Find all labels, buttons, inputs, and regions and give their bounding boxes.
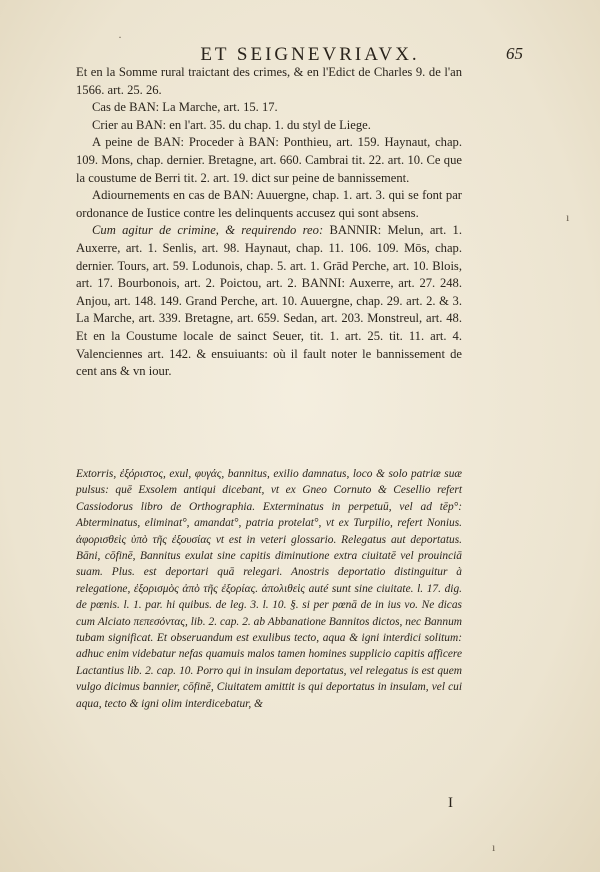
paragraph-5: Adiournements en cas de BAN: Auuergne, chap. 1. art. 3. qui se font par ordonance de Iustice contre les delinquents accusez qui sont absens. xyxy=(76,188,462,220)
latin-notes: Extorris, ἐξόριστος, exul, φυγάς, bannitus, exilio damnatus, loco & solo patriæ suæ pulsus: quē Exsolem antiqui dicebant, vt ex Gneo Cornuto & Cesellio refert Cassiodorus libro de Orthographia. Exterminatus in perpetuū, vel ad tēp°: Abterminatus, eliminat°, amandat°, patria protelat°, vt ex Turpilio, refert Nonius. ἀφορισθεὶς ὑπὸ τῆς ἐξουσίας vt est in veteri glossario. Relegatus aut deportatus. Bāni, cōfinē, Bannitus exulat sine capitis diminutione extra ciuitatē vel prouinciā suam. Plus. est deportari quā relegari. Anostris deportatio distinguitur à relegatione, ἐξορισμὸς ἀπὸ τῆς ἐξορίας. ἀπολιθεὶς auté sunt sine ciuitate. l. 17. dig. de pœnis. l. 1. par. hi quibus. de leg. 3. l. 10. §. si per pœnā de in ius vo. Ne dicas cum Alciato πεπεσόντας, lib. 2. cap. 2. ab Abbanatione Bannitos dictos, nec Bannum tubam significat. Et obseruandum est exulibus tecto, aqua & igni interdici solitum: adhuc enim videbatur nefas quamuis malos tamen homines supplicio capitis afficere Lactantius lib. 2. cap. 10. Porro qui in insulam deportatus, vel relegatus is est quem vulgo dicimus bannier, cōfinē, Ciuitatem amittit is qui deportatus in insulam, vel cui aqua, tecto & igni olim interdicebatur, & xyxy=(76,468,462,710)
signature-mark: I xyxy=(448,795,453,811)
paragraph-4: A peine de BAN: Proceder à BAN: Ponthieu, art. 159. Haynaut, chap. 109. Mons, chap. dernier. Bretagne, art. 660. Cambrai tit. 22. art. 10. Ce que la coustume de Berri tit. 2. art. 19. dict sur peine de bannissement. xyxy=(76,135,462,185)
page-number: 65 xyxy=(506,44,523,63)
margin-mark-right: ı xyxy=(566,210,570,224)
margin-mark-bottom: ı xyxy=(492,840,496,854)
paragraph-6-text: BANNIR: Melun, art. 1. Auxerre, art. 1. Senlis, art. 98. Haynaut, chap. 11. 106. 109. Mōs, chap. dernier. Tours, art. 59. Lodunois, chap. 5. art. 1. Grād Perche, art. 10. Blois, art. 17. Bourbonois, art. 2. Poictou, art. 2. BANNI: Auxerre, art. 27. 248. Anjou, art. 148. 149. Grand Perche, art. 10. Auuergne, chap. 29. art. 2. & 3. La Marche, art. 339. Bretagne, art. 659. Sedan, art. 203. Monstreul, art. 48. Et en la Coustume locale de sainct Seuer, tit. 1. art. 25. tit. 11. art. 4. Valenciennes art. 142. & ensuiuants: où il fault noter le bannissement de cent ans & vn iour. xyxy=(76,223,462,379)
paragraph-1: Et en la Somme rural traictant des crimes, & en l'Edict de Charles 9. de l'an 1566. art. 25. 26. xyxy=(76,65,462,97)
main-text xyxy=(76,64,462,381)
paragraph-6-lead: Cum agitur de crimine, & requirendo reo: xyxy=(92,223,324,238)
paragraph-3: Crier au BAN: en l'art. 35. du chap. 1. du styl de Liege. xyxy=(92,117,371,132)
paragraph-2: Cas de BAN: La Marche, art. 15. 17. xyxy=(92,100,278,115)
paragraph-6 xyxy=(76,222,462,380)
running-header: ET SEIGNEVRIAVX. xyxy=(200,44,420,65)
margin-mark-top: · xyxy=(118,30,122,44)
